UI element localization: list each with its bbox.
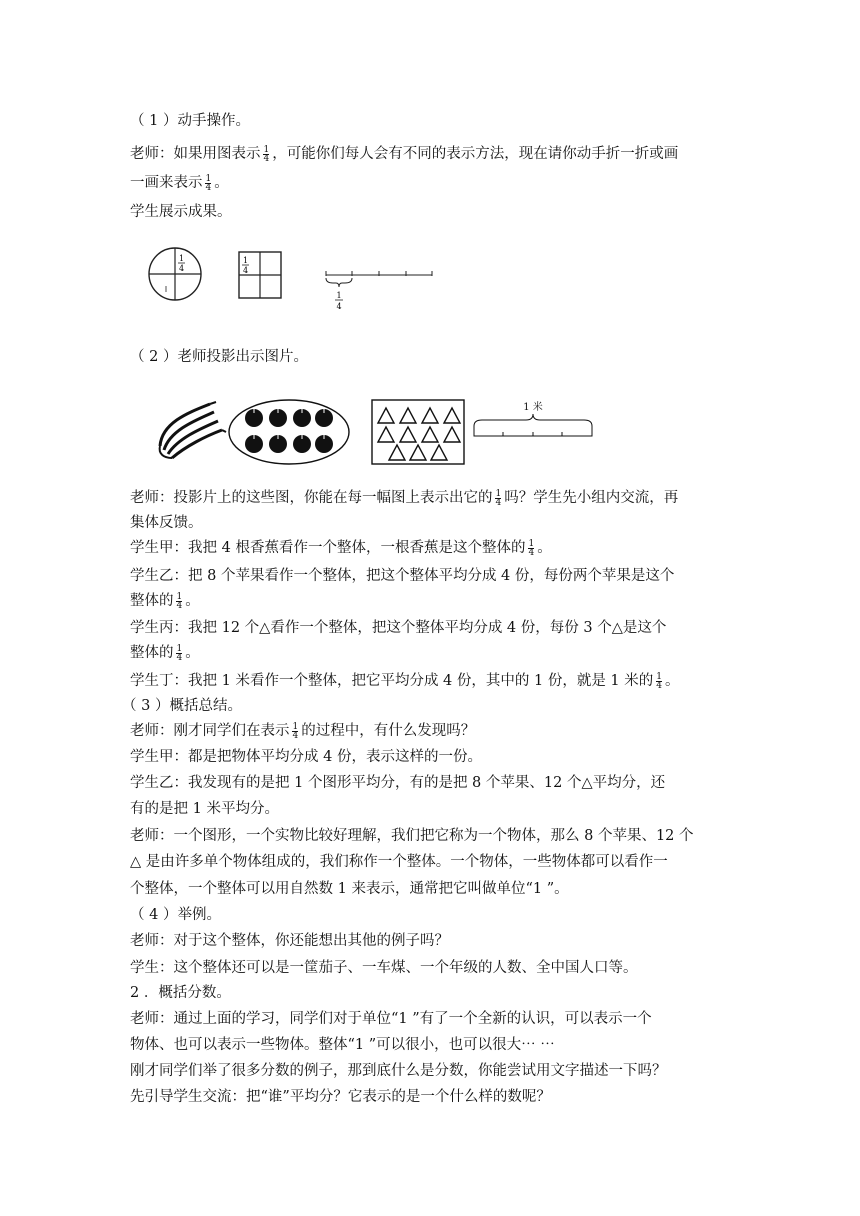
paragraph: 学生丁：我把 1 米看作一个整体，把它平均分成 4 份，其中的 1 份，就是 1 米的 $\frac{1}{4}$ 。 [130,671,680,691]
svg-text:4: 4 [179,264,185,273]
fraction-one-quarter: $\frac{1}{4}$ [176,643,183,663]
section-5-heading: 2 ．概括分数。 [130,985,231,1001]
section-2-heading: （ 2 ）老师投影出示图片。 [130,349,308,365]
paragraph: 先引导学生交流：把“谁”平均分？它表示的是一个什么样的数呢？ [130,1089,551,1105]
svg-text:1: 1 [179,254,185,263]
fraction-one-quarter: $\frac{1}{4}$ [495,488,502,508]
section-1-heading: （ 1 ）动手操作。 [130,113,250,129]
paragraph: 学生甲：都是把物体平均分成 4 份，表示这样的一份。 [130,749,482,765]
projection-pictures-figure [150,394,600,468]
paragraph: 学生丙：我把 12 个△看作一个整体，把这个整体平均分成 4 份，每份 3 个△是这个 [130,620,667,636]
fraction-one-quarter: $\frac{1}{4}$ [263,144,270,164]
line-segment-quarter-diagram [326,271,432,311]
svg-text:1: 1 [336,291,342,300]
paragraph: 老师：刚才同学们在表示 $\frac{1}{4}$ 的过程中，有什么发现吗？ [130,721,476,741]
fraction-one-quarter: $\frac{1}{4}$ [528,538,535,558]
paragraph: 有的是把 1 米平均分。 [130,801,279,817]
svg-text:4: 4 [336,302,342,311]
bananas-image [160,402,226,458]
paragraph: 整体的 $\frac{1}{4}$ 。 [130,643,200,663]
fraction-one-quarter: $\frac{1}{4}$ [176,591,183,611]
circle-quarter-diagram [149,248,201,300]
paragraph: 学生甲：我把 4 根香蕉看作一个整体，一根香蕉是这个整体的 $\frac{1}{4}$ 。 [130,538,552,558]
fraction-one-quarter: $\frac{1}{4}$ [656,671,663,691]
apples-image [229,400,349,464]
paragraph: 老师：投影片上的这些图，你能在每一幅图上表示出它的 $\frac{1}{4}$ 吗？学生先小组内交流，再 [130,488,679,508]
paragraph: 老师：对于这个整体，你还能想出其他的例子吗？ [130,933,449,949]
paragraph: △ 是由许多单个物体组成的，我们称作一个整体。一个物体，一些物体都可以看作一 [130,854,668,870]
paragraph: 老师：如果用图表示 $\frac{1}{4}$ ，可能你们每人会有不同的表示方法，现在请你动手折一折或画 [130,144,679,164]
one-meter-ruler [474,414,592,436]
paragraph: 老师：一个图形，一个实物比较好理解，我们把它称为一个物体，那么 8 个苹果、12 个 [130,828,694,844]
section-3-heading: （ 3 ）概括总结。 [122,698,242,714]
paragraph: 学生乙：把 8 个苹果看作一个整体，把这个整体平均分成 4 份，每份两个苹果是这个 [130,568,675,584]
paragraph: 物体、也可以表示一些物体。整体“1 ”可以很小，也可以很大⋯ ⋯ [130,1037,555,1053]
paragraph: 学生乙：我发现有的是把 1 个图形平均分，有的是把 8 个苹果、12 个△平均分，还 [130,775,666,791]
paragraph: 刚才同学们举了很多分数的例子，那到底什么是分数，你能尝试用文字描述一下吗？ [130,1063,667,1079]
student-representations-figure [148,240,448,312]
paragraph: 集体反馈。 [130,515,203,531]
paragraph: 整体的 $\frac{1}{4}$ 。 [130,591,200,611]
svg-text:1: 1 [243,256,249,265]
paragraph: 学生展示成果。 [130,204,232,220]
svg-text:4: 4 [243,266,249,275]
section-4-heading: （ 4 ）举例。 [130,907,221,923]
paragraph: 个整体，一个整体可以用自然数 1 来表示，通常把它叫做单位“1 ”。 [130,881,569,897]
paragraph: 一画来表示 $\frac{1}{4}$ 。 [130,173,229,193]
fraction-one-quarter: $\frac{1}{4}$ [292,721,299,741]
square-quarter-diagram [239,252,281,298]
meter-label: 1 米 [523,402,543,413]
paragraph: 老师：通过上面的学习，同学们对于单位“1 ”有了一个全新的认识，可以表示一个 [130,1011,652,1027]
triangles-image [372,400,464,464]
fraction-one-quarter: $\frac{1}{4}$ [205,173,212,193]
paragraph: 学生：这个整体还可以是一筐茄子、一车煤、一个年级的人数、全中国人口等。 [130,960,638,976]
